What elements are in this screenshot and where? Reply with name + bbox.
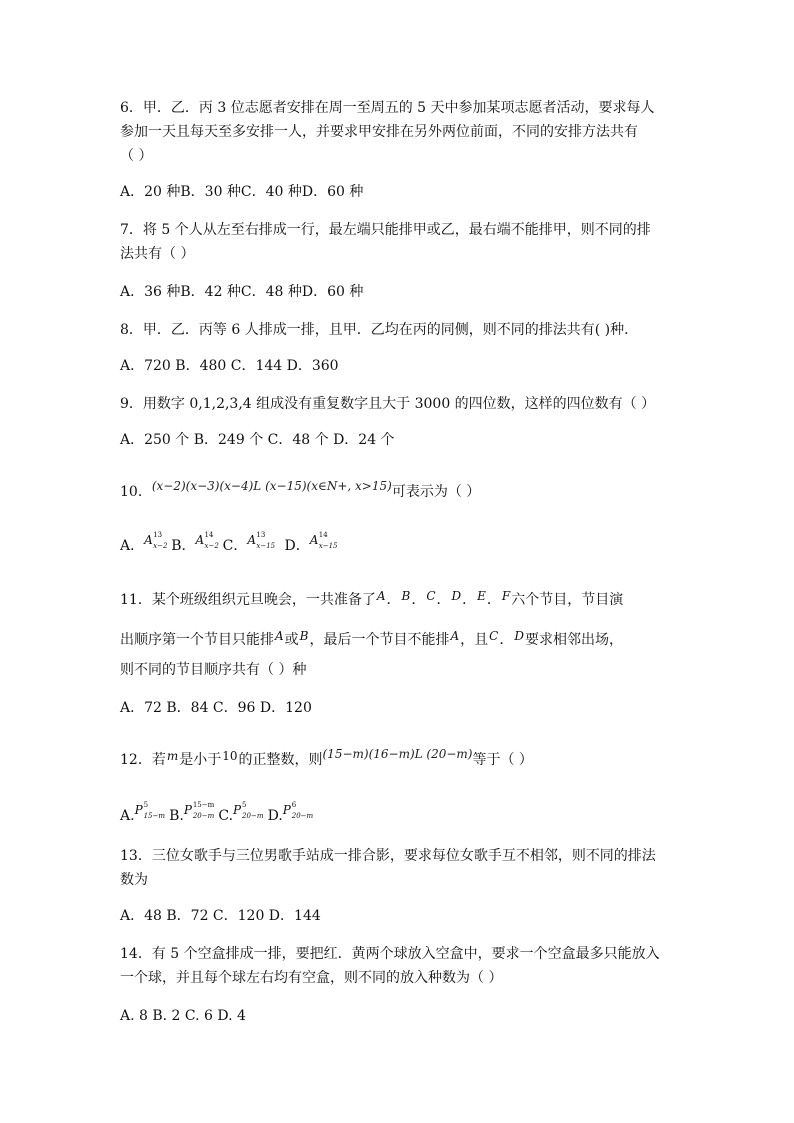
q11-stem-line-2: 出顺序第一个节目只能排A或B，最后一个节目不能排A，且C．D要求相邻出场， [120,629,623,648]
q7-stem-line-1: 7．将 5 个人从左至右排成一行，最左端只能排甲或乙，最右端不能排甲，则不同的排 [120,222,651,238]
q6-stem-line-3: （ ） [120,148,153,164]
q7-options: A．36 种B．42 种C．48 种D．60 种 [120,284,364,300]
q14-stem-line-2: 一个球，并且每个球左右均有空盒，则不同的放入种数为（ ） [120,970,503,986]
q10-number: 10． [120,484,152,500]
q12-option-d-expr: P 6 20−m [282,801,314,820]
q10-option-b-label: B． [171,538,196,554]
q10-option-d-label: D． [284,538,310,554]
q10-math-expression: (x−2)(x−3)(x−4)L (x−15)(x∈N+, x>15) [151,479,392,493]
q10-option-a-expr: A 13 x−2 [144,531,168,550]
q12-option-b-label: B. [169,808,184,824]
q8-options: A．720 B．480 C．144 D．360 [120,358,339,374]
q6-options: A．20 种B．30 种C．40 种D．60 种 [120,184,364,200]
q9-options: A．250 个 B．249 个 C．48 个 D．24 个 [120,432,395,448]
q10-option-d-expr: A 14 x−15 [309,531,338,550]
q11-options: A．72 B．84 C．96 D．120 [120,700,312,716]
q14-options: A. 8 B. 2 C. 6 D. 4 [120,1008,246,1024]
q11-stem-line-1: 11．某个班级组织元旦晚会，一共准备了A．B．C．D．E．F六个节目，节目演 [120,589,624,608]
q7-stem-line-2: 法共有（ ） [120,246,195,262]
q13-stem-line-1: 13．三位女歌手与三位男歌手站成一排合影，要求每位女歌手互不相邻，则不同的排法 [120,848,656,864]
q6-stem-line-1: 6．甲．乙．丙 3 位志愿者安排在周一至周五的 5 天中参加某项志愿者活动，要求每人 [120,100,655,116]
q12-option-c-expr: P 5 20−m [233,801,264,820]
q14-stem-line-1: 14．有 5 个空盒排成一排，要把红．黄两个球放入空盒中，要求一个空盒最多只能放入 [120,946,660,962]
q10-options [120,531,338,556]
q10-tail: 可表示为（ ） [391,484,481,500]
q13-options: A．48 B．72 C．120 D．144 [120,908,321,924]
q10-option-c-label: C． [222,538,248,554]
q9-stem: 9．用数字 0,1,2,3,4 组成没有重复数字且大于 3000 的四位数，这样的四位数有（ ） [120,396,656,412]
q12-options [120,801,314,826]
q12-option-b-expr: P 15−m 20−m [183,801,215,820]
q10-stem [120,479,481,502]
q6-stem-line-2: 参加一天且每天至多安排一人，并要求甲安排在另外两位前面，不同的安排方法共有 [120,124,638,140]
q8-stem: 8．甲．乙．丙等 6 人排成一排，且甲．乙均在丙的同侧，则不同的排法共有( )种． [120,322,639,338]
q12-option-a-label: A. [120,808,135,824]
q10-option-b-expr: A 14 x−2 [195,531,219,550]
q12-stem: 12．若m是小于10的正整数，则(15−m)(16−m)L (20−m)等于（ ） [120,747,533,768]
q12-option-a-expr: P 5 15−m [134,801,165,820]
q10-option-c-expr: A 13 x−15 [247,531,276,550]
q11-stem-line-3: 则不同的节目顺序共有（ ）种 [120,662,307,678]
q10-option-a-label: A． [120,538,145,554]
q13-stem-line-2: 数为 [120,872,148,888]
q12-math-expression: (15−m)(16−m)L (20−m) [322,747,473,761]
q12-option-c-label: C. [218,808,234,824]
q12-option-d-label: D. [267,808,283,824]
